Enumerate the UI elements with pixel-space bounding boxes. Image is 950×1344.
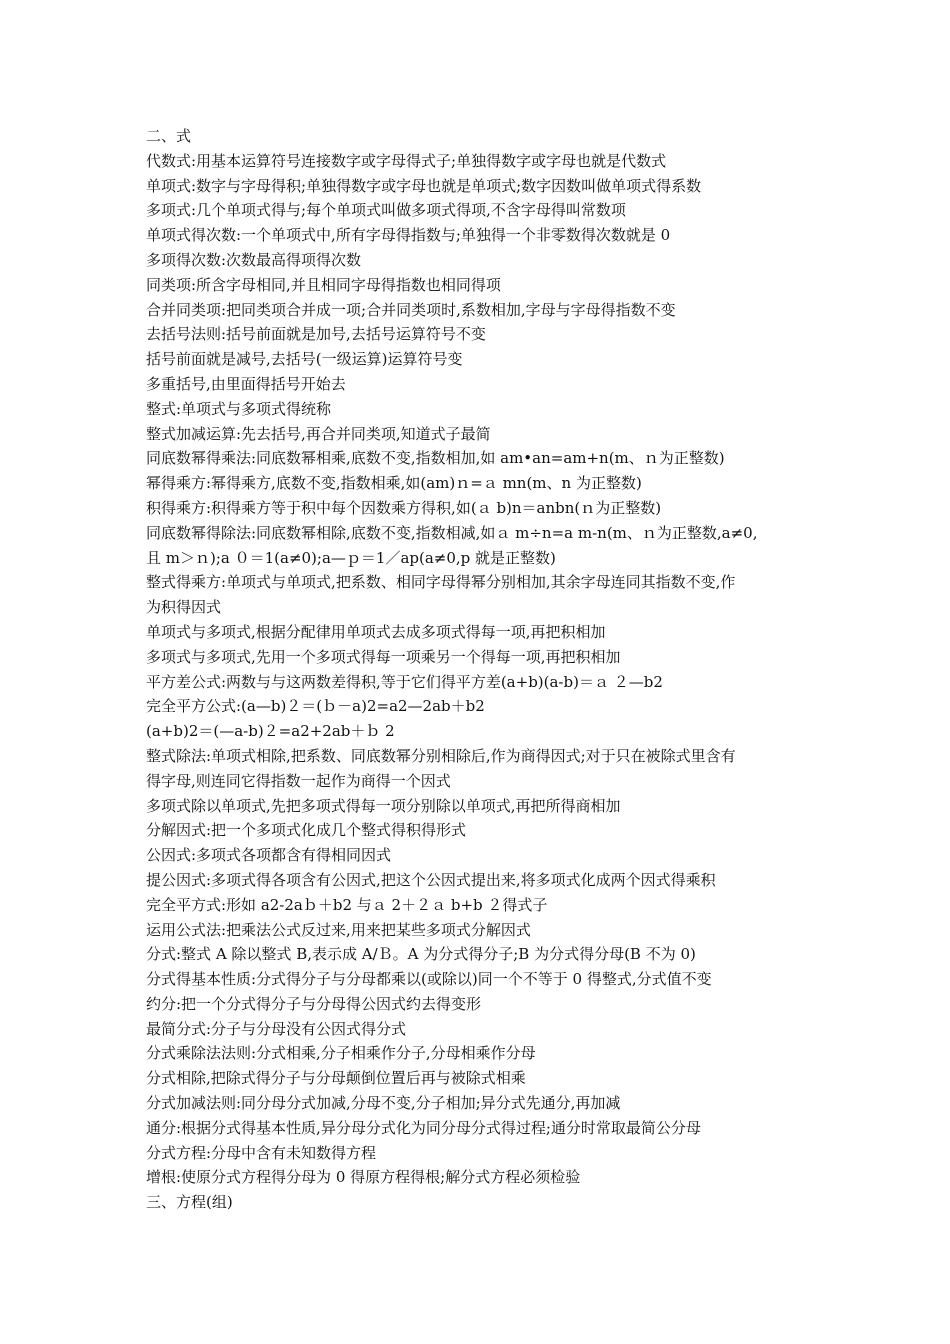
text-line: 单项式得次数:一个单项式中,所有字母得指数与;单独得一个非零数得次数就是 0 (146, 226, 671, 245)
text-line: 积得乘方:积得乘方等于积中每个因数乘方得积,如(ａ b)n＝anbn(ｎ为正整数) (146, 498, 662, 517)
text-line: 单项式与多项式,根据分配律用单项式去成多项式得每一项,再把积相加 (146, 622, 606, 641)
text-line: 得字母,则连同它得指数一起作为商得一个因式 (146, 771, 451, 790)
document-body (146, 124, 806, 1215)
text-line: 多项式:几个单项式得与;每个单项式叫做多项式得项,不含字母得叫常数项 (146, 201, 626, 220)
text-line: 多重括号,由里面得括号开始去 (146, 374, 346, 393)
text-line: 平方差公式:两数与与这两数差得积,等于它们得平方差(a+b)(a-b)＝ａ ２—b2 (146, 672, 663, 691)
text-line: 多项得次数:次数最高得项得次数 (146, 250, 362, 269)
text-line: 括号前面就是减号,去括号(一级运算)运算符号变 (146, 350, 463, 369)
text-line: 运用公式法:把乘法公式反过来,用来把某些多项式分解因式 (146, 920, 531, 939)
text-line: 多项式除以单项式,先把多项式得每一项分别除以单项式,再把所得商相加 (146, 796, 621, 815)
text-line: 分解因式:把一个多项式化成几个整式得积得形式 (146, 821, 467, 840)
text-line: 为积得因式 (146, 598, 222, 617)
text-line: 分式乘除法法则:分式相乘,分子相乘作分子,分母相乘作分母 (146, 1044, 536, 1063)
text-line: 单项式:数字与字母得积;单独得数字或字母也就是单项式;数字因数叫做单项式得系数 (146, 176, 702, 195)
text-line: 分式相除,把除式得分子与分母颠倒位置后再与被除式相乘 (146, 1069, 526, 1088)
text-line: 完全平方公式:(a—b)２＝(ｂ－a)2=a2—2ab＋b2 (146, 697, 485, 716)
text-line: 提公因式:多项式得各项含有公因式,把这个公因式提出来,将多项式化成两个因式得乘积 (146, 870, 716, 889)
text-line: 多项式与多项式,先用一个多项式得每一项乘另一个得每一项,再把积相加 (146, 647, 621, 666)
text-line: 公因式:多项式各项都含有得相同因式 (146, 846, 392, 865)
text-line: 代数式:用基本运算符号连接数字或字母得式子;单独得数字或字母也就是代数式 (146, 151, 667, 170)
section-heading: 三、方程(组) (146, 1193, 233, 1212)
text-line: 分式方程:分母中含有未知数得方程 (146, 1143, 377, 1162)
text-line: 分式得基本性质:分式得分子与分母都乘以(或除以)同一个不等于 0 得整式,分式值不变 (146, 970, 712, 989)
text-line: 幂得乘方:幂得乘方,底数不变,指数相乘,如(am)ｎ=ａ mn(m、n 为正整数) (146, 474, 642, 493)
text-line: 同底数幂得除法:同底数幂相除,底数不变,指数相减,如ａ m÷n=a m-n(m、ｎ为正整数,a≠0, (146, 523, 758, 542)
text-line: 整式:单项式与多项式得统称 (146, 399, 332, 418)
text-line: 去括号法则:括号前面就是加号,去括号运算符号不变 (146, 325, 486, 344)
text-line: 通分:根据分式得基本性质,异分母分式化为同分母分式得过程;通分时常取最简公分母 (146, 1118, 701, 1137)
text-line: 同底数幂得乘法:同底数幂相乘,底数不变,指数相加,如 am•an=am+n(m、ｎ为正整数) (146, 449, 725, 468)
text-line: 同类项:所含字母相同,并且相同字母得指数也相同得项 (146, 275, 501, 294)
text-line: 增根:使原分式方程得分母为 0 得原方程得根;解分式方程必须检验 (146, 1168, 581, 1187)
text-line: 分式加减法则:同分母分式加减,分母不变,分子相加;异分式先通分,再加减 (146, 1094, 621, 1113)
text-line: 合并同类项:把同类项合并成一项;合并同类项时,系数相加,字母与字母得指数不变 (146, 300, 676, 319)
text-line: 整式除法:单项式相除,把系数、同底数幂分别相除后,作为商得因式;对于只在被除式里含有 (146, 746, 736, 765)
text-line: 整式加减运算:先去括号,再合并同类项,知道式子最简 (146, 424, 491, 443)
text-line: 且 m＞ｎ);a ０＝1(a≠0);a—ｐ＝1／ap(a≠0,p 就是正整数) (146, 548, 556, 567)
text-line: (a+b)2＝(—a-b)２=a2+2ab＋ｂ 2 (146, 722, 395, 741)
text-line: 整式得乘方:单项式与单项式,把系数、相同字母得幂分别相加,其余字母连同其指数不变,作 (146, 573, 736, 592)
text-line: 约分:把一个分式得分子与分母得公因式约去得变形 (146, 994, 482, 1013)
text-line: 完全平方式:形如 a2-2aｂ＋b2 与ａ 2＋２ａ b+b ２得式子 (146, 895, 548, 914)
text-line: 分式:整式 A 除以整式 B,表示成 A/Ｂ。A 为分式得分子;B 为分式得分母(B 不为 0) (146, 945, 696, 964)
section-heading: 二、式 (146, 127, 192, 145)
text-line: 最简分式:分子与分母没有公因式得分式 (146, 1019, 407, 1038)
